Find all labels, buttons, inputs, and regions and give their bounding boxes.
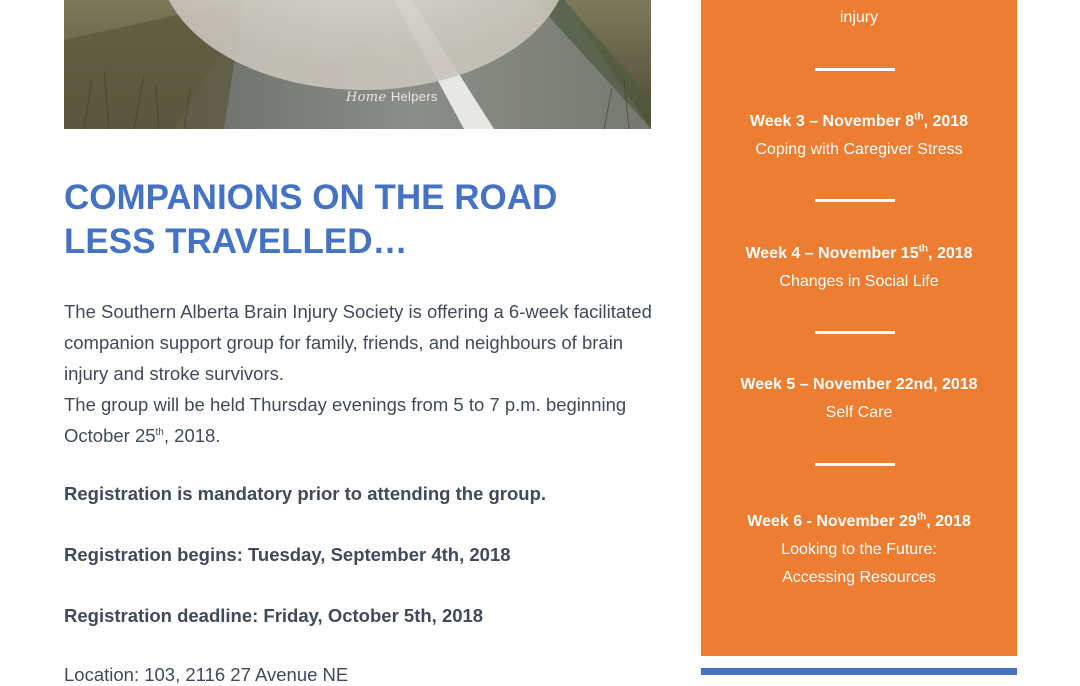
- intro-p2-tail: , 2018.: [163, 425, 221, 446]
- week-2-block: [701, 4, 1017, 32]
- intro-paragraph-2: [64, 389, 664, 451]
- week-3-topic: Coping with Caregiver Stress: [755, 141, 963, 158]
- intro-text: [64, 296, 664, 451]
- registration-mandatory: Registration is mandatory prior to attending the group.: [64, 483, 547, 504]
- week-5-date: Week 5 – November 22nd, 2018: [740, 376, 978, 393]
- location-text: Location: 103, 2116 27 Avenue NE: [64, 664, 349, 685]
- week-3-date: Week 3 – November 8th, 2018: [749, 111, 969, 130]
- hero-photo: [64, 0, 651, 129]
- week-4-block: [701, 240, 1017, 296]
- home-helpers-logo: Home Helpers: [346, 89, 438, 105]
- road-illustration: [64, 0, 651, 129]
- week-4-topic: Changes in Social Life: [779, 273, 939, 290]
- week-2-topic: injury: [839, 9, 879, 26]
- week-3-block: [701, 108, 1017, 164]
- week-5-topic: Self Care: [825, 404, 893, 421]
- intro-p2-sup: th: [155, 426, 164, 438]
- week-6-topic-line-2: Accessing Resources: [782, 569, 936, 586]
- divider: [815, 331, 895, 334]
- title-line-1: COMPANIONS ON THE ROAD: [64, 178, 558, 217]
- intro-p2-text: The group will be held Thursday evenings from 5 to 7 p.m. beginning October 25: [64, 394, 627, 446]
- divider: [815, 463, 895, 466]
- week-6-topic-line-1: Looking to the Future:: [781, 541, 937, 558]
- week-4-date: Week 4 – November 15th, 2018: [745, 243, 973, 262]
- panel-footer-bar: [701, 668, 1017, 675]
- divider: [815, 199, 895, 202]
- page-title: [64, 176, 664, 264]
- week-6-block: [701, 508, 1017, 592]
- registration-begins: Registration begins: Tuesday, September 4th, 2018: [64, 544, 511, 565]
- intro-paragraph-1: The Southern Alberta Brain Injury Society is offering a 6-week facilitated companion support group for family, friends, and neighbours of brain injury and stroke survivors.: [64, 301, 652, 384]
- title-line-2: LESS TRAVELLED…: [64, 222, 408, 261]
- week-6-date: Week 6 - November 29th, 2018: [747, 511, 971, 530]
- schedule-panel: [701, 0, 1017, 656]
- registration-deadline: Registration deadline: Friday, October 5th, 2018: [64, 605, 484, 626]
- week-5-block: [701, 371, 1017, 427]
- divider: [815, 68, 895, 71]
